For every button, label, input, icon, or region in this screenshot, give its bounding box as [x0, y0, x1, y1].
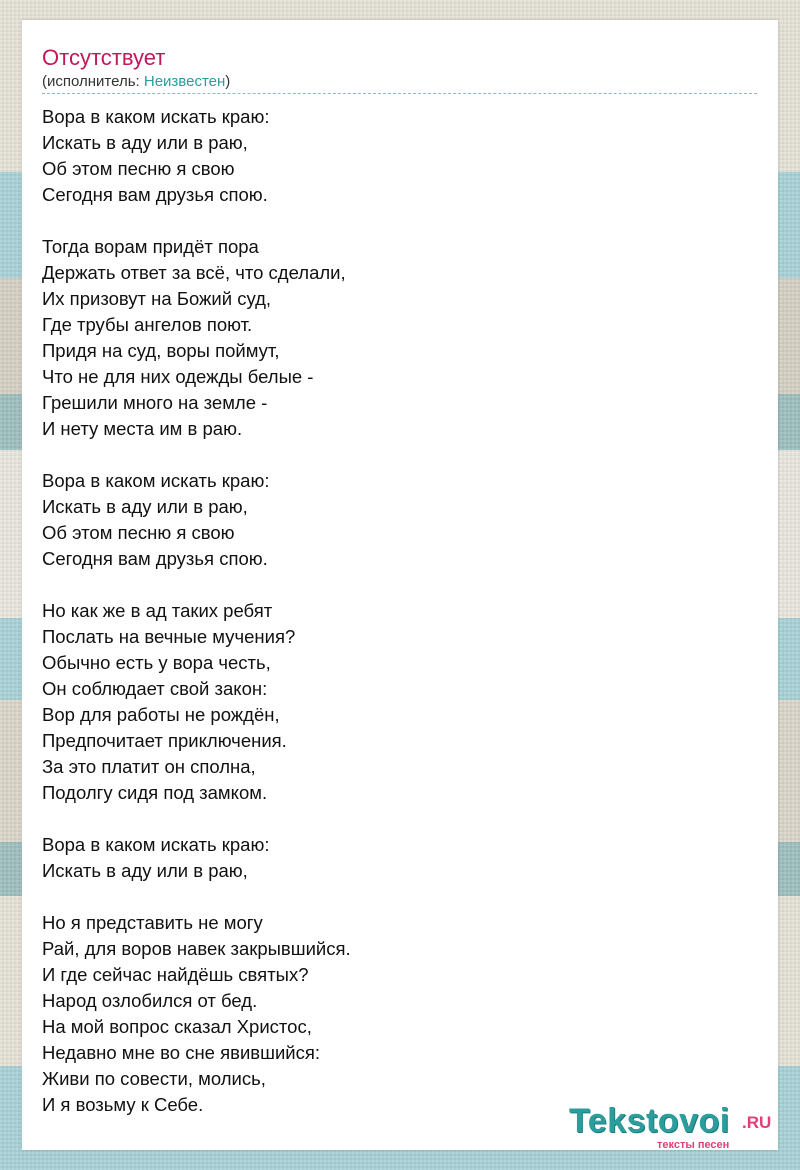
stanza-gap — [42, 208, 742, 234]
stanza-gap — [42, 806, 742, 832]
lyric-line: Подолгу сидя под замком. — [42, 782, 268, 803]
lyrics-body — [42, 104, 742, 1118]
lyrics-stanza — [42, 234, 742, 442]
lyrics-stanza — [42, 598, 742, 806]
lyric-line: Искать в аду или в раю, — [42, 860, 248, 881]
lyric-line: И я возьму к Себе. — [42, 1094, 204, 1115]
artist-link[interactable]: Неизвестен — [143, 73, 226, 90]
lyric-line: На мой вопрос сказал Христос, — [42, 1016, 312, 1037]
lyric-line: Грешили много на земле - — [42, 392, 268, 413]
lyrics-stanza — [42, 910, 742, 1118]
lyric-line: Живи по совести, молись, — [42, 1068, 266, 1089]
lyrics-stanza — [42, 832, 742, 884]
artist-line — [42, 73, 230, 91]
lyric-line: Их призовут на Божий суд, — [42, 288, 272, 309]
lyric-line: Вор для работы не рождён, — [42, 704, 280, 725]
lyric-line: Где трубы ангелов поют. — [42, 314, 253, 335]
song-title: Отсутствует — [42, 45, 166, 70]
lyric-line: Но я представить не могу — [42, 912, 263, 933]
lyric-line: Рай, для воров навек закрывшийся. — [42, 938, 351, 959]
title-divider — [42, 93, 757, 94]
lyric-line: Он соблюдает свой закон: — [42, 678, 268, 699]
artist-prefix: (исполнитель: — [42, 73, 144, 90]
stanza-gap — [42, 884, 742, 910]
lyric-line: Об этом песню я свою — [42, 522, 235, 543]
lyric-line: Предпочитает приключения. — [42, 730, 287, 751]
lyric-line: Придя на суд, воры поймут, — [42, 340, 280, 361]
lyric-line: Народ озлобился от бед. — [42, 990, 258, 1011]
logo-domain: .RU — [742, 1113, 772, 1132]
stanza-gap — [42, 442, 742, 468]
site-logo[interactable] — [569, 1101, 779, 1149]
lyric-line: Что не для них одежды белые - — [42, 366, 314, 387]
lyric-line: И где сейчас найдёшь святых? — [42, 964, 309, 985]
lyric-line: Недавно мне во сне явившийся: — [42, 1042, 321, 1063]
lyric-line: И нету места им в раю. — [42, 418, 243, 439]
stanza-gap — [42, 572, 742, 598]
lyric-line: Сегодня вам друзья спою. — [42, 548, 268, 569]
lyric-line: Но как же в ад таких ребят — [42, 600, 273, 621]
artist-suffix: ) — [225, 73, 231, 90]
logo-tagline: тексты песен — [657, 1139, 730, 1151]
lyric-line: Вора в каком искать краю: — [42, 834, 270, 855]
lyric-line: Обычно есть у вора честь, — [42, 652, 271, 673]
lyric-line: Тогда ворам придёт пора — [42, 236, 259, 257]
lyrics-stanza — [42, 468, 742, 572]
logo-wordmark: Tekstovoi — [569, 1102, 730, 1140]
lyric-line: Вора в каком искать краю: — [42, 106, 270, 127]
lyric-line: Сегодня вам друзья спою. — [42, 184, 268, 205]
lyric-line: Об этом песню я свою — [42, 158, 235, 179]
lyric-line: Держать ответ за всё, что сделали, — [42, 262, 346, 283]
lyric-line: Вора в каком искать краю: — [42, 470, 270, 491]
lyric-line: Послать на вечные мучения? — [42, 626, 296, 647]
lyrics-card — [22, 20, 778, 1150]
lyric-line: За это платит он сполна, — [42, 756, 256, 777]
lyrics-stanza — [42, 104, 742, 208]
lyric-line: Искать в аду или в раю, — [42, 132, 248, 153]
lyric-line: Искать в аду или в раю, — [42, 496, 248, 517]
